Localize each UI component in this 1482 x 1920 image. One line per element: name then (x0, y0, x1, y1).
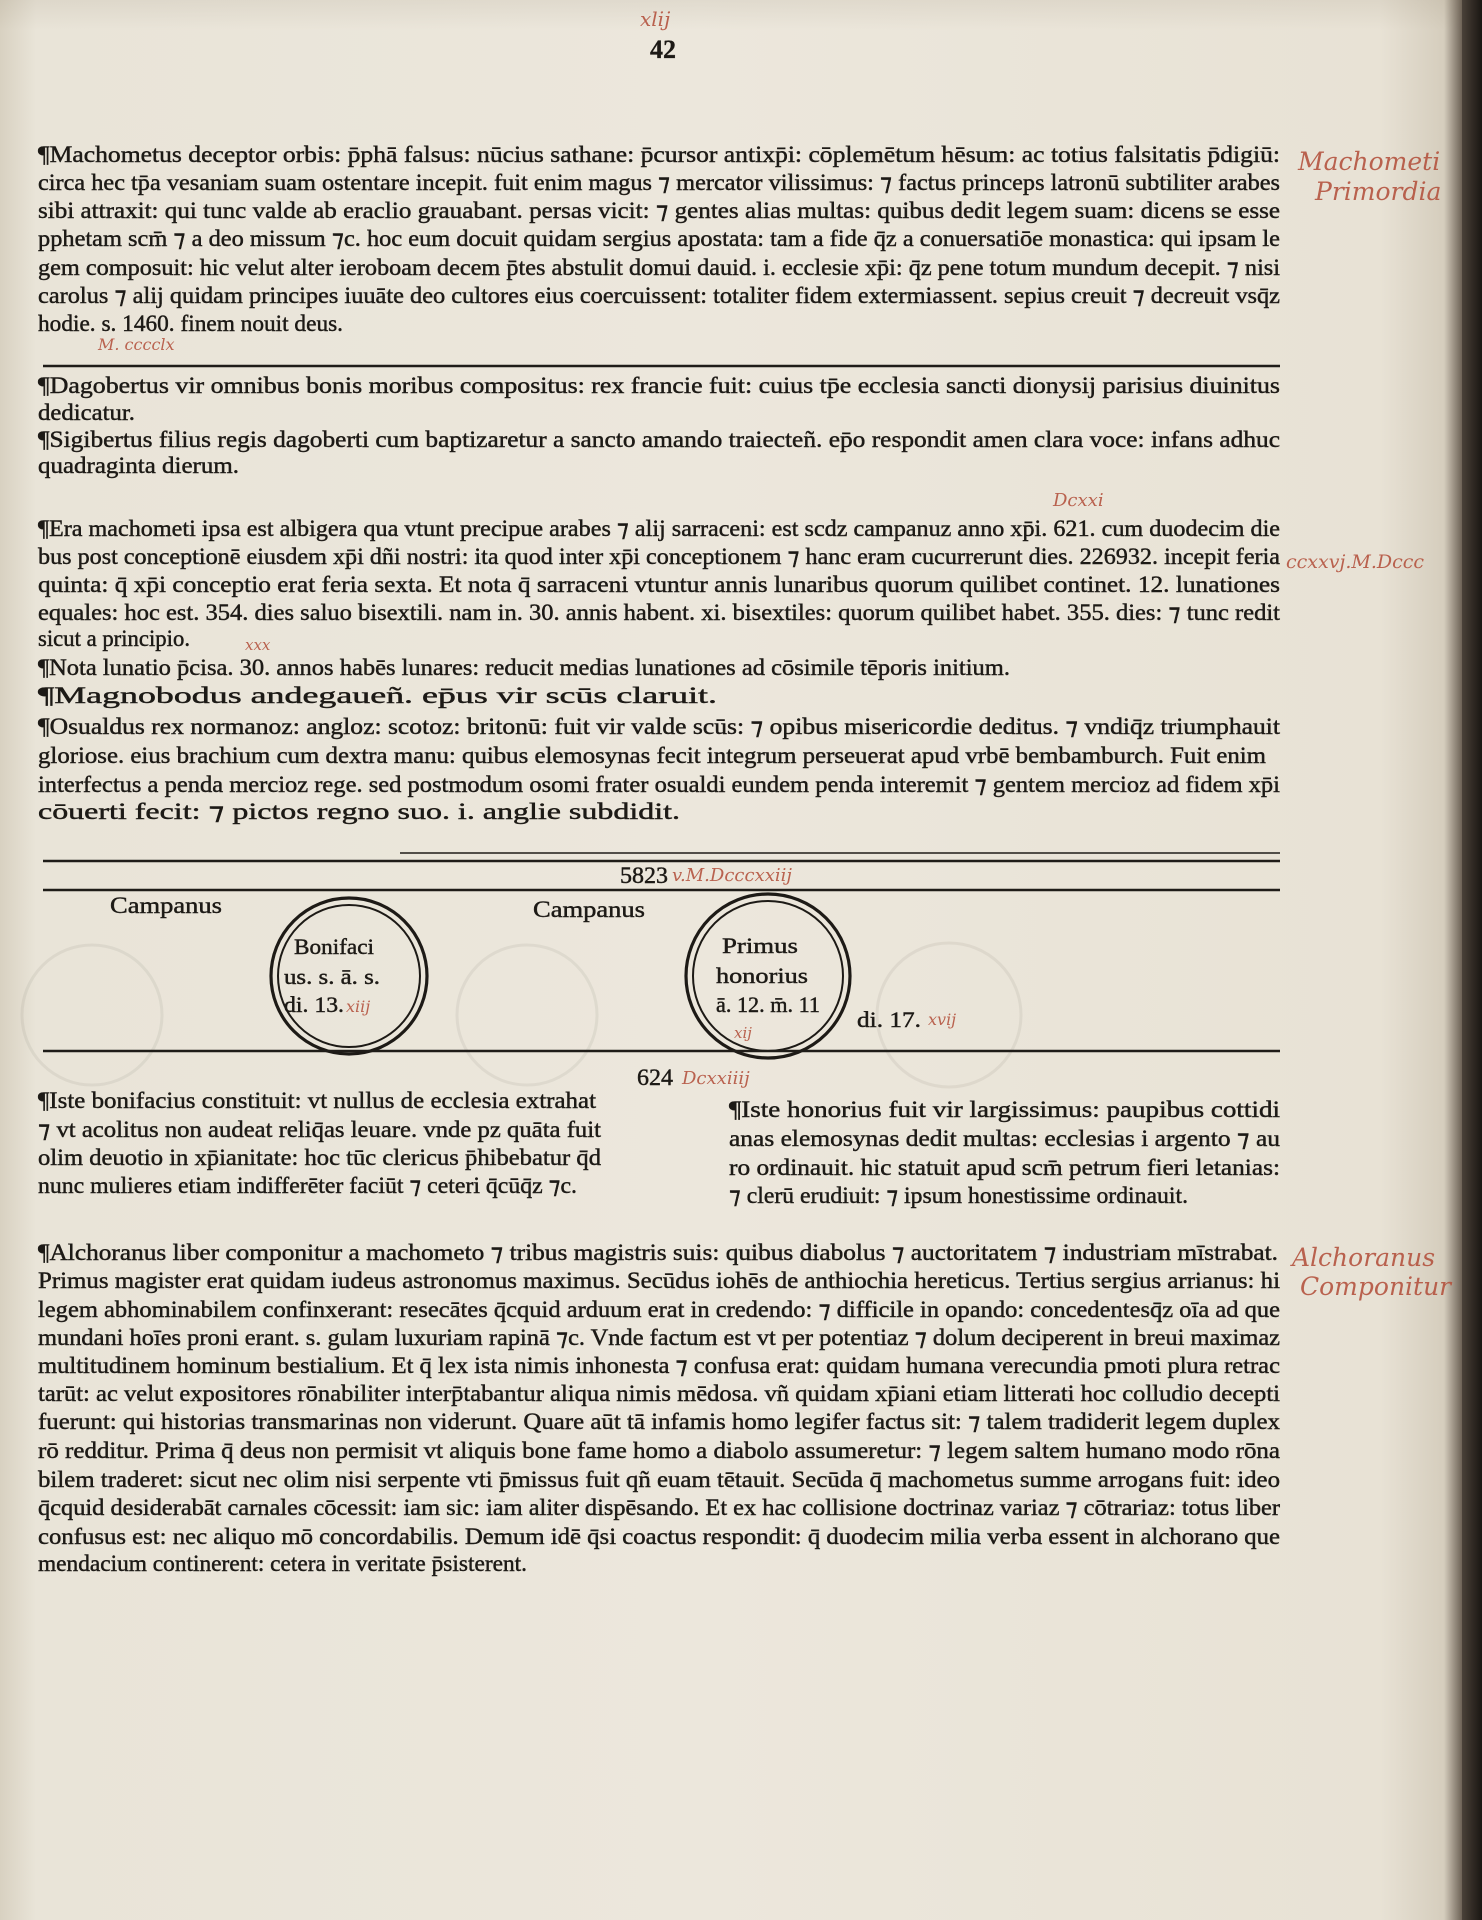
pope-roman-note: xiij (346, 997, 371, 1016)
column-bonifacius (38, 1088, 602, 1198)
text-line: interfectus a penda mercioz rege. sed postmodum osomi frater osualdi eundem penda interemit ⁊ gentem mercioz ad fidem xp̄i (38, 772, 1280, 797)
year-of-world-roman: v.M.Dcccxxiij (672, 865, 792, 886)
pope-name-line: Primus (722, 933, 798, 958)
year-of-world: 5823 (620, 863, 668, 888)
text-line: equales: hoc est. 354. dies saluo bisextili. nam in. 30. annis habent. xi. bisextiles: quorum quilibet habet. 355. dies: ⁊ tunc redit (38, 600, 1281, 625)
pope-medallion-bonifacius (271, 898, 427, 1054)
pope-name-line: ā. 12. m̄. 11 (716, 992, 820, 1017)
text-line: ¶Era machometi ipsa est albigera qua vtunt precipue arabes ⁊ alij sarraceni: est scdz campanuz anno xp̄i. 621. cum duodecim die (38, 516, 1280, 541)
marginal-note-machometi: Machometi (1298, 147, 1441, 176)
text-line: gem composuit: hic velut alter ieroboam decem p̄tes abstulit domui dauid. i. ecclesie xp̄i: q̄z pene totum mundum decepit. ⁊ nisi (38, 255, 1280, 280)
year-note: M. cccclx (98, 335, 175, 354)
folio-number: 42 (650, 35, 676, 64)
pope-roman-note: xij (734, 1024, 752, 1042)
timeline-band (43, 853, 1280, 1090)
text-line: pphetam scm̄ ⁊ a deo missum ⁊c. hoc eum docuit quidam sergius apostata: tam a fide q̄z a conuersatiōe monastica: qui ipsam le (38, 226, 1280, 251)
text-line: rō redditur. Prima q̄ deus non permisit vt aliquis bone fame homo a diabolo assumeretur: ⁊ legem saltem humano modo rōna (38, 1438, 1280, 1463)
text-line: sibi attraxit: qui tunc valde ab eraclio grauabant. persas vicit: ⁊ gentes alias multas: quibus dedit legem suam: dicens se esse (38, 198, 1280, 223)
pope-vacancy-days: di. 17. (857, 1007, 921, 1032)
paragraph-magnobodus (38, 683, 717, 708)
paragraph-machometus (38, 142, 1441, 354)
text-line: tarūt: ac velut expositores rōnabiliter interp̄tabantur aliqua nimis mēdosa. vñ quidam xp̄iani etiam litterati hoc colludio decepti (38, 1381, 1280, 1406)
text-line: Primus magister erat quidam iudeus astronomus maximus. Secūdus iohēs de anthiochia hereticus. Tertius sergius arrianus: hi (38, 1268, 1280, 1293)
text-line: fuerunt: qui historias transmarinas non viderunt. Quare aūt tā infamis homo legifer factus sit: ⁊ talem tradiderit legem duplex (38, 1409, 1281, 1434)
year-note: xxx (245, 636, 271, 654)
text-line: carolus ⁊ alij quidam principes iuuāte deo cultores eius coercuissent: totaliter fidem extermiassent. sepius creuit ⁊ decreuit vsq̄z (38, 283, 1280, 308)
text-line: cōuerti fecit: ⁊ pictos regno suo. i. anglie subdidit. (38, 799, 680, 824)
text-line: ¶Iste bonifacius constituit: vt nullus de ecclesia extrahat (38, 1088, 597, 1113)
text-line: confusus est: nec aliquo mō concordabilis. Demum idē q̄si coactus respondit: q̄ duodecim milia verba essent in alchorano que (38, 1524, 1280, 1549)
text-line: nunc mulieres etiam indifferēter faciūt ⁊ ceteri q̄cūq̄z ⁊c. (38, 1173, 577, 1198)
text-line: ¶Nota lunatio p̄cisa. 30. annos habēs lunares: reducit medias lunationes ad cōsimile tēporis initium. (38, 655, 1011, 680)
pope-name-line: honorius (716, 963, 808, 988)
text-line: hodie. s. 1460. finem nouit deus. (38, 311, 343, 336)
text-line: bilem traderet: sicut nec olim nisi serpente vti p̄missus fuit qñ euam tētauit. Secūda q̄ machometus summe arrogans fuit: ideo (38, 1467, 1280, 1492)
paragraph-dagobertus (38, 373, 1280, 425)
text-line: ro ordinauit. hic statuit apud scm̄ petrum fieri letanias: (729, 1155, 1280, 1180)
pope-medallion-honorius (686, 894, 956, 1058)
text-line: sicut a principio. (38, 626, 190, 651)
marginal-note-primordia: Primordia (1315, 177, 1442, 206)
marginal-note-alchoranus: Alchoranus (1292, 1243, 1436, 1272)
text-line: ¶Osualdus rex normanoz: angloz: scotoz: britonū: fuit vir valde scūs: ⁊ opibus misericordie deditus. ⁊ vndiq̄z triumphauit (38, 714, 1281, 739)
paragraph-osualdus (38, 714, 1281, 824)
text-line: ⁊ vt acolitus non audeat reliq̄as leuare. vnde pz quāta fuit (38, 1117, 602, 1142)
text-line: circa hec tp̄a vesaniam suam ostentare incepit. fuit enim magus ⁊ mercator vilissimus: ⁊ factus princeps latronū subtiliter arabes (38, 170, 1281, 195)
paragraph-sigibertus (38, 427, 1280, 478)
text-line: ¶Iste honorius fuit vir largissimus: paupibus cottidi (729, 1097, 1280, 1122)
text-line: ¶Dagobertus vir omnibus bonis moribus compositus: rex francie fuit: cuius tp̄e ecclesia sancti dionysij parisius diuinitus (38, 373, 1281, 398)
text-line: ¶Magnobodus andegaueñ. ep̄us vir scūs claruit. (38, 683, 717, 708)
paragraph-alchoranus (38, 1240, 1453, 1576)
ghost-circle (22, 945, 162, 1085)
text-line: quadraginta dierum. (38, 453, 239, 478)
text-line: olim deuotio in xp̄ianitate: hoc tūc clericus p̄hibebatur q̄d (38, 1145, 602, 1170)
text-line: dedicatur. (38, 400, 135, 425)
text-line: gloriose. eius brachium cum dextra manu: quibus elemosynas fecit integrum perseuerat apud vrbē bembamburch. Fuit enim (38, 743, 1267, 768)
text-line: bus post conceptionē eiusdem xp̄i dñi nostri: ita quod inter xp̄i conceptionem ⁊ hanc eram cucurrerunt dies. 226932. incepit feria (38, 544, 1280, 569)
text-line: ⁊ clerū erudiuit: ⁊ ipsum honestissime ordinauit. (729, 1183, 1188, 1208)
pope-name-line: Bonifaci (294, 934, 374, 959)
pope-name-line: us. s. ā. s. (284, 964, 380, 989)
folio-header (640, 7, 676, 64)
ghost-circle (457, 945, 597, 1085)
year-note: Dcxxi (1053, 490, 1104, 511)
pope-name-line: di. 13. (284, 992, 344, 1017)
text-line: mundani hoīes proni erant. s. gulam luxuriam rapinā ⁊c. Vnde factum est vt per potentiaz ⁊ dolum deciperent in breui maximaz (38, 1325, 1280, 1350)
pope-vacancy-roman-note: xvij (928, 1010, 957, 1029)
year-of-christ: 624 (637, 1065, 674, 1090)
author-label-left: Campanus (110, 893, 223, 918)
column-honorius (729, 1097, 1281, 1208)
paragraph-era-machometi (38, 490, 1424, 651)
text-line: mendacium continerent: cetera in veritate p̄sisterent. (38, 1551, 527, 1576)
marginal-note-componitur: Componitur (1300, 1272, 1452, 1301)
text-line: ¶Machometus deceptor orbis: p̄phā falsus: nūcius sathane: p̄cursor antixp̄i: cōplemētum hēsum: ac totius falsitatis p̄digiū: (38, 142, 1280, 167)
binding-gutter (1462, 0, 1482, 1920)
author-label-right: Campanus (533, 897, 646, 922)
folio-roman-note: xlij (640, 7, 671, 31)
text-line: ¶Alchoranus liber componitur a machometo ⁊ tribus magistris suis: quibus diabolus ⁊ auctoritatem ⁊ industriam mīstrabat. (38, 1240, 1278, 1265)
marginal-note-days: ccxxvj.M.Dccc (1286, 551, 1425, 573)
text-line: legem abhominabilem confinxerant: resecātes q̄cquid arduum erat in credendo: ⁊ difficile in opando: concedentesq̄z oīa ad que (38, 1297, 1280, 1322)
text-line: quinta: q̄ xp̄i conceptio erat feria sexta. Et nota q̄ sarraceni vtuntur annis lunaribus quorum quilibet continet. 12. lunationes (38, 572, 1281, 597)
year-of-christ-roman: Dcxxiiij (682, 1068, 750, 1089)
text-line: q̄cquid desiderabāt carnales cōcessit: iam sic: iam aliter dispēsando. Et ex hac collisione doctrinaz variaz ⁊ cōtrariaz: totus liber (38, 1495, 1281, 1520)
text-line: multitudinem hominum bestialium. Et q̄ lex ista nimis inhonesta ⁊ confusa erat: quidam humana verecundia pmoti plura retrac (38, 1353, 1280, 1378)
text-line: ¶Sigibertus filius regis dagoberti cum baptizaretur a sancto amando traiecteñ. ep̄o respondit amen clara voce: infans adhuc (38, 427, 1280, 452)
text-line: anas elemosynas dedit multas: ecclesias i argento ⁊ au (729, 1126, 1281, 1151)
